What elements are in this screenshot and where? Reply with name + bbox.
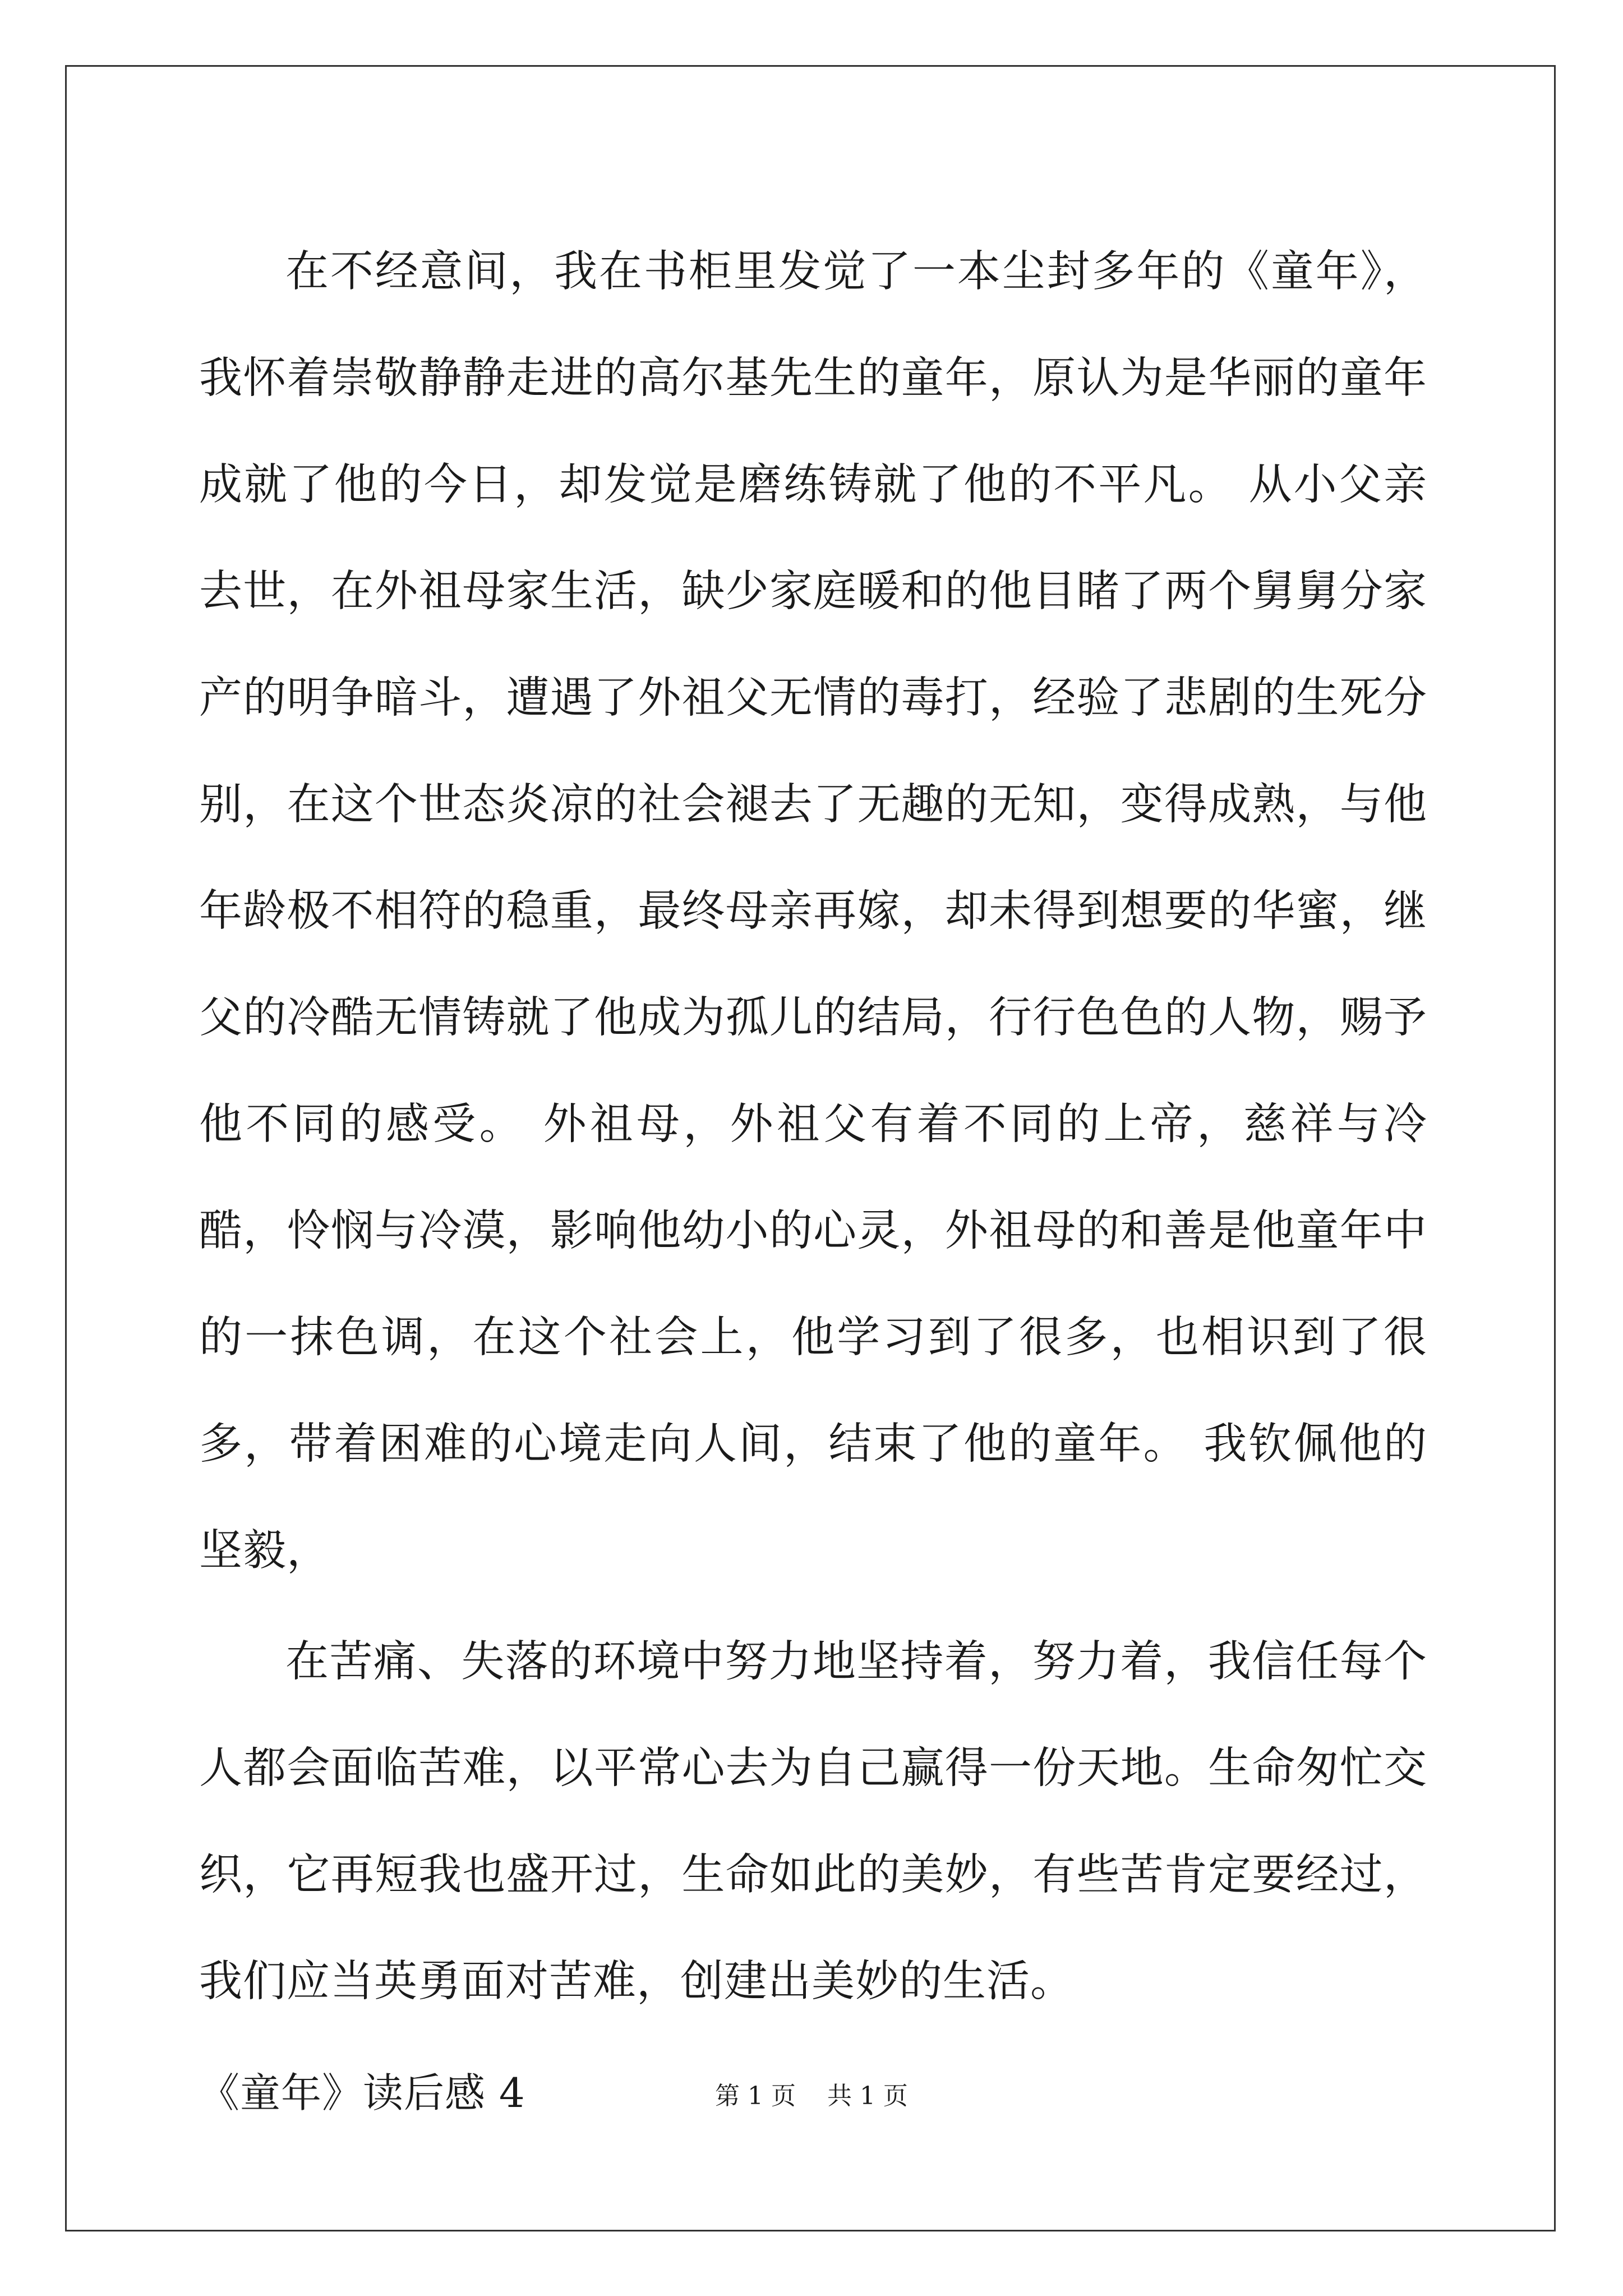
page-footer bbox=[0, 2076, 1623, 2111]
paragraph-1: 在不经意间，我在书柜里发觉了一本尘封多年的《童年》，我怀着崇敬静静走进的高尔基先生的童年，原认为是华丽的童年成就了他的今日，却发觉是磨练铸就了他的不平凡。 从小父亲去世，在外祖母家生活，缺少家庭暖和的他目睹了两个舅舅分家产的明争暗斗，遭遇了外祖父无情的毒打，经验了悲剧的生死分别，在这个世态炎凉的社会褪去了无趣的无知，变得成熟，与他年龄极不相符的稳重，最终母亲再嫁，却未得到想要的华蜜，继父的冷酷无情铸就了他成为孤儿的结局，行行色色的人物，赐予他不同的感受。 外祖母，外祖父有着不同的上帝，慈祥与冷酷，怜悯与冷漠，影响他幼小的心灵，外祖母的和善是他童年中的一抹色调，在这个社会上，他学习到了很多，也相识到了很多，带着困难的心境走向人间，结束了他的童年。 我钦佩他的坚毅， bbox=[199, 247, 1427, 1576]
document-body bbox=[199, 219, 1427, 2146]
section-heading: 《童年》读后感 4 bbox=[199, 2069, 525, 2116]
page-number: 第 1 页 共 1 页 bbox=[715, 2082, 908, 2110]
paragraph-2: 在苦痛、失落的环境中努力地坚持着，努力着，我信任每个人都会面临苦难，以平常心去为自己赢得一份天地。生命匆忙交织，它再短我也盛开过，生命如此的美妙，有些苦肯定要经过，我们应当英勇面对苦难，创建出美妙的生活。 bbox=[199, 1637, 1427, 2007]
